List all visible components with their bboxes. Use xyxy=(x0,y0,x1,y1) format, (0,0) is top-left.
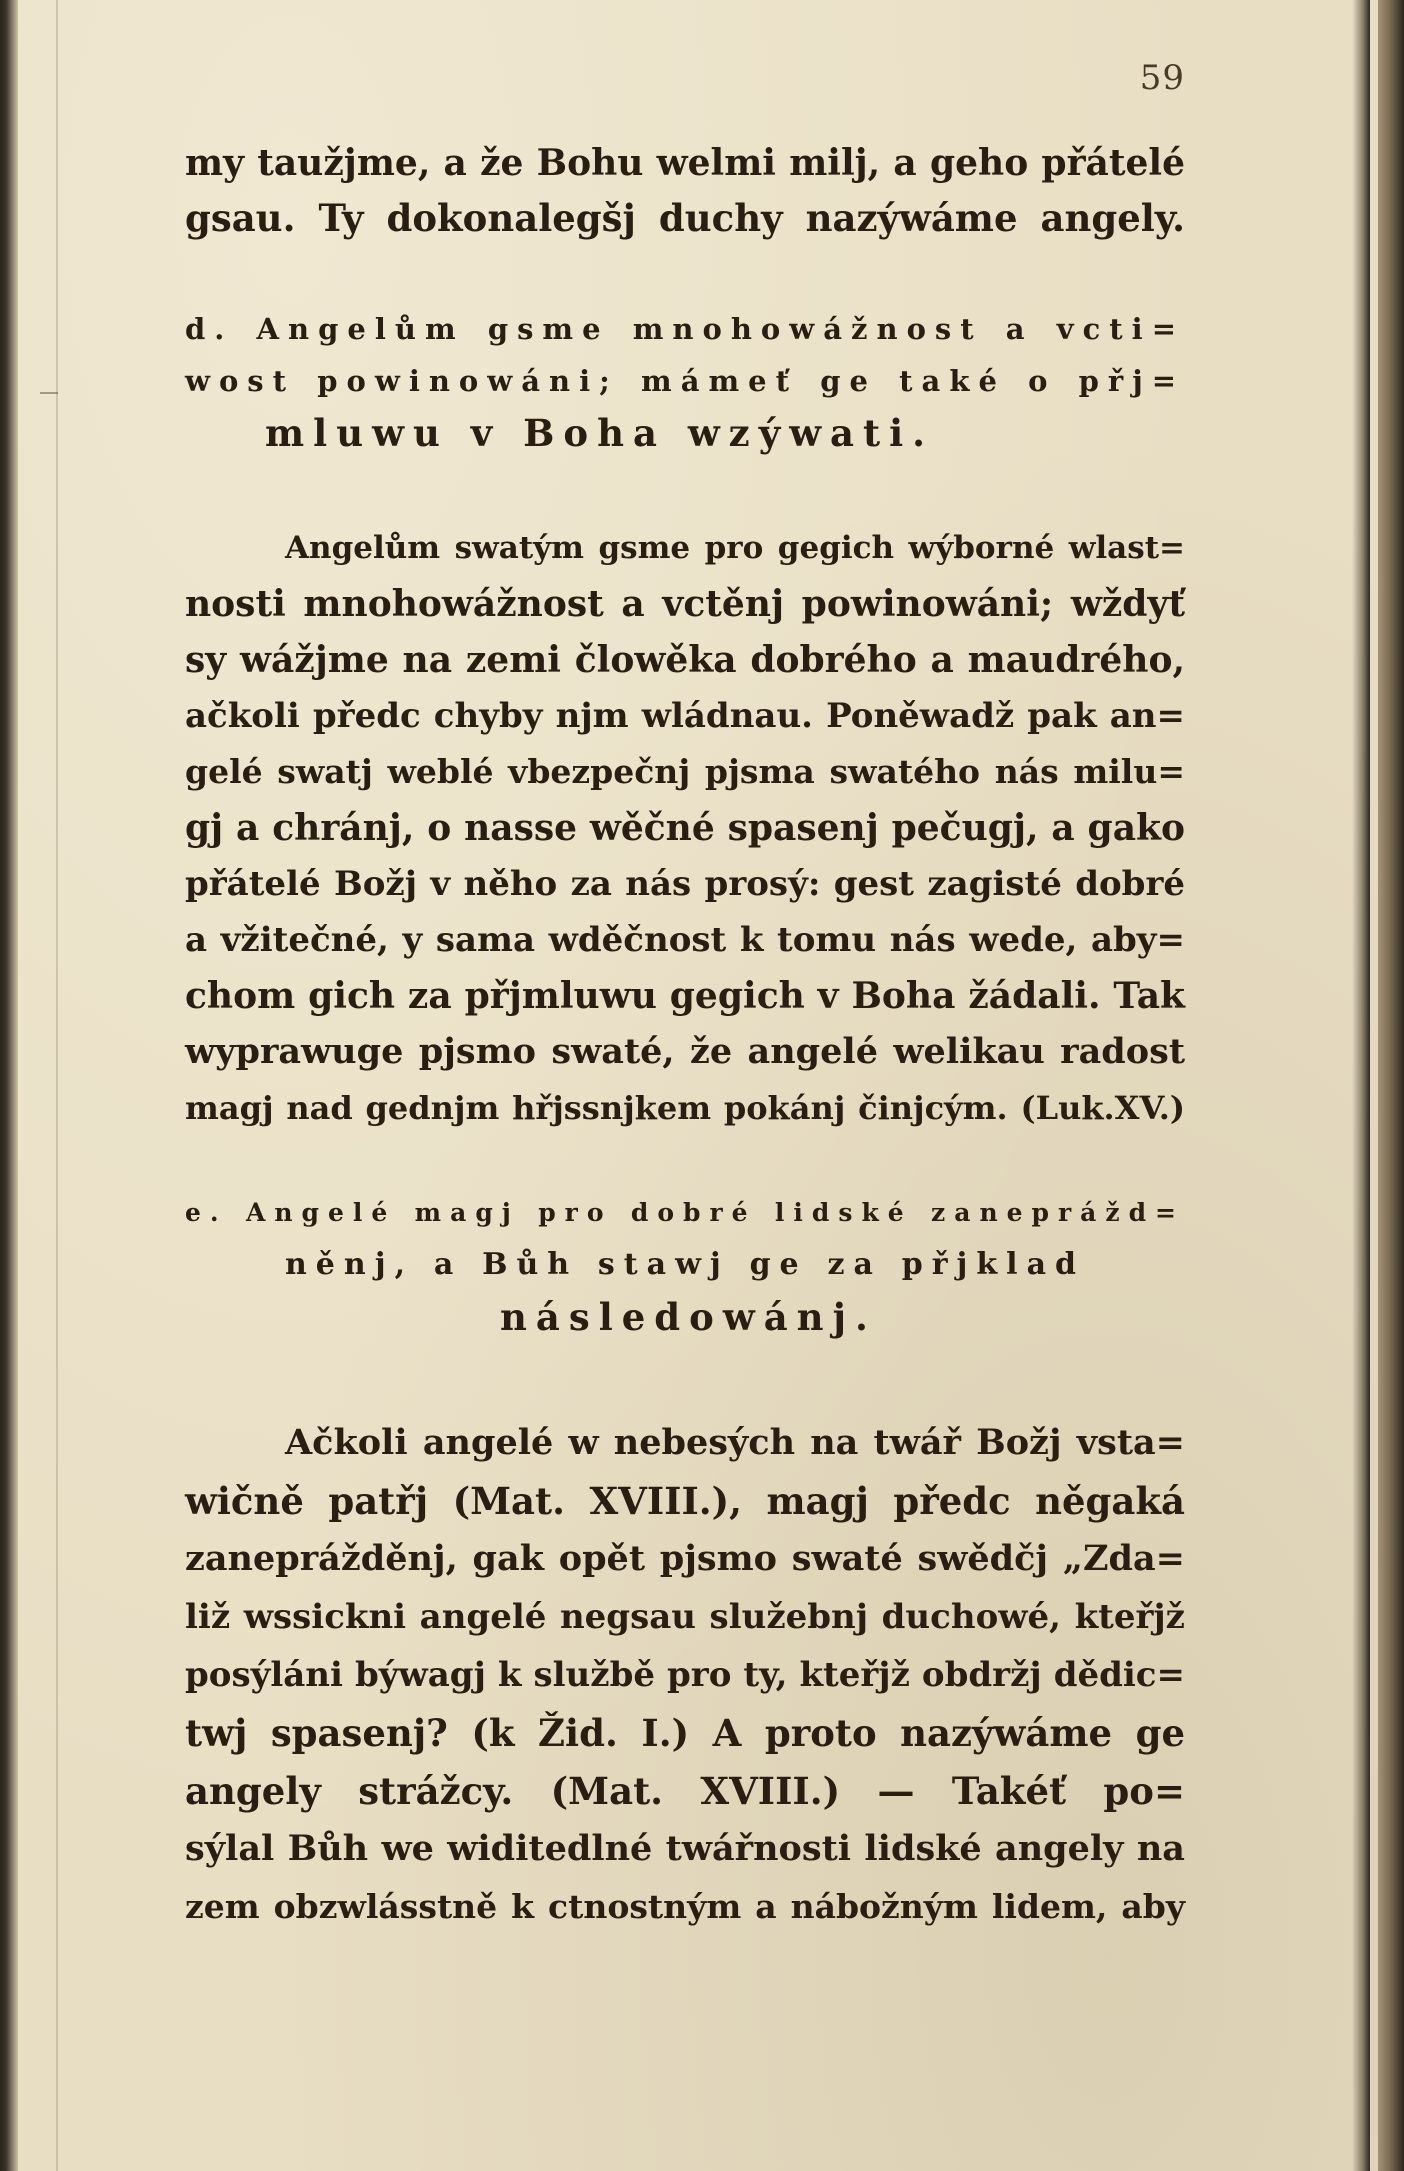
section-e-heading: následowánj. xyxy=(500,1295,877,1339)
section-e-body-line: twj spasenj? (k Žid. I.) A proto nazýwáme ge xyxy=(185,1711,1185,1755)
section-d-heading: wost powinowáni; mámeť ge také o přj= xyxy=(185,364,1185,398)
section-d-body-line: ačkoli předc chyby njm wládnau. Poněwadž pak an= xyxy=(185,696,1185,736)
section-d-body-line: přátelé Božj v něho za nás prosý: gest zagisté dobré xyxy=(185,864,1185,904)
section-e-heading: e. Angelé magj pro dobré lidské zaneprážd= xyxy=(185,1198,1185,1227)
page-number: 59 xyxy=(1139,58,1185,98)
section-d-body-line: wyprawuge pjsmo swaté, že angelé welikau radost xyxy=(185,1031,1185,1072)
section-d-body-line: sy wážjme na zemi člowěka dobrého a maudrého, xyxy=(185,639,1185,681)
page-edge-shadow xyxy=(1352,0,1370,2171)
section-e-body-line: Ačkoli angelé w nebesých na twář Božj vsta= xyxy=(285,1422,1185,1463)
section-e-body-line: zaneprážděnj, gak opět pjsmo swaté swědčj „Zda= xyxy=(185,1538,1185,1579)
gutter-shadow xyxy=(56,0,58,2171)
section-e-body-line: wičně patřj (Mat. XVIII.), magj předc něgaká xyxy=(185,1479,1185,1523)
intro-line: gsau. Ty dokonalegšj duchy nazýwáme angely. xyxy=(185,196,1185,240)
section-e-body-line: zem obzwlásstně k ctnostným a nábožným lidem, aby xyxy=(185,1887,1185,1926)
section-d-body-line: magj nad gednjm hřjssnjkem pokánj činjcým. (Luk.XV.) xyxy=(185,1089,1185,1127)
gutter-mark xyxy=(40,392,58,394)
section-e-body-line: liž wssickni angelé negsau služebnj duchowé, kteřjž xyxy=(185,1597,1185,1637)
section-e-body-line: sýlal Bůh we widitedlné twářnosti lidské angely na xyxy=(185,1828,1185,1869)
section-d-heading: mluwu v Boha wzýwati. xyxy=(265,411,935,455)
section-e-body-line: posýláni býwagj k službě pro ty, kteřjž obdržj dědic= xyxy=(185,1655,1185,1695)
section-d-body-line: a vžitečné, y sama wděčnost k tomu nás wede, aby= xyxy=(185,920,1185,960)
intro-line: my taužjme, a že Bohu welmi milj, a geho přátelé xyxy=(185,142,1185,184)
section-d-heading: d. Angelům gsme mnohowážnost a vcti= xyxy=(185,312,1185,346)
section-e-heading: něnj, a Bůh stawj ge za přjklad xyxy=(285,1247,1085,1282)
section-d-body-line: nosti mnohowážnost a vctěnj powinowáni; wždyť xyxy=(185,583,1185,625)
section-d-body-line: gelé swatj weblé vbezpečnj pjsma swatého nás milu= xyxy=(185,752,1185,791)
section-d-body-line: Angelům swatým gsme pro gegich wýborné wlast= xyxy=(285,530,1185,566)
section-d-body-line: gj a chránj, o nasse wěčné spasenj pečugj, a gako xyxy=(185,807,1185,849)
section-e-body-line: angely strážcy. (Mat. XVIII.) — Takéť po= xyxy=(185,1769,1185,1813)
section-d-body-line: chom gich za přjmluwu gegich v Boha žádali. Tak xyxy=(185,975,1185,1017)
